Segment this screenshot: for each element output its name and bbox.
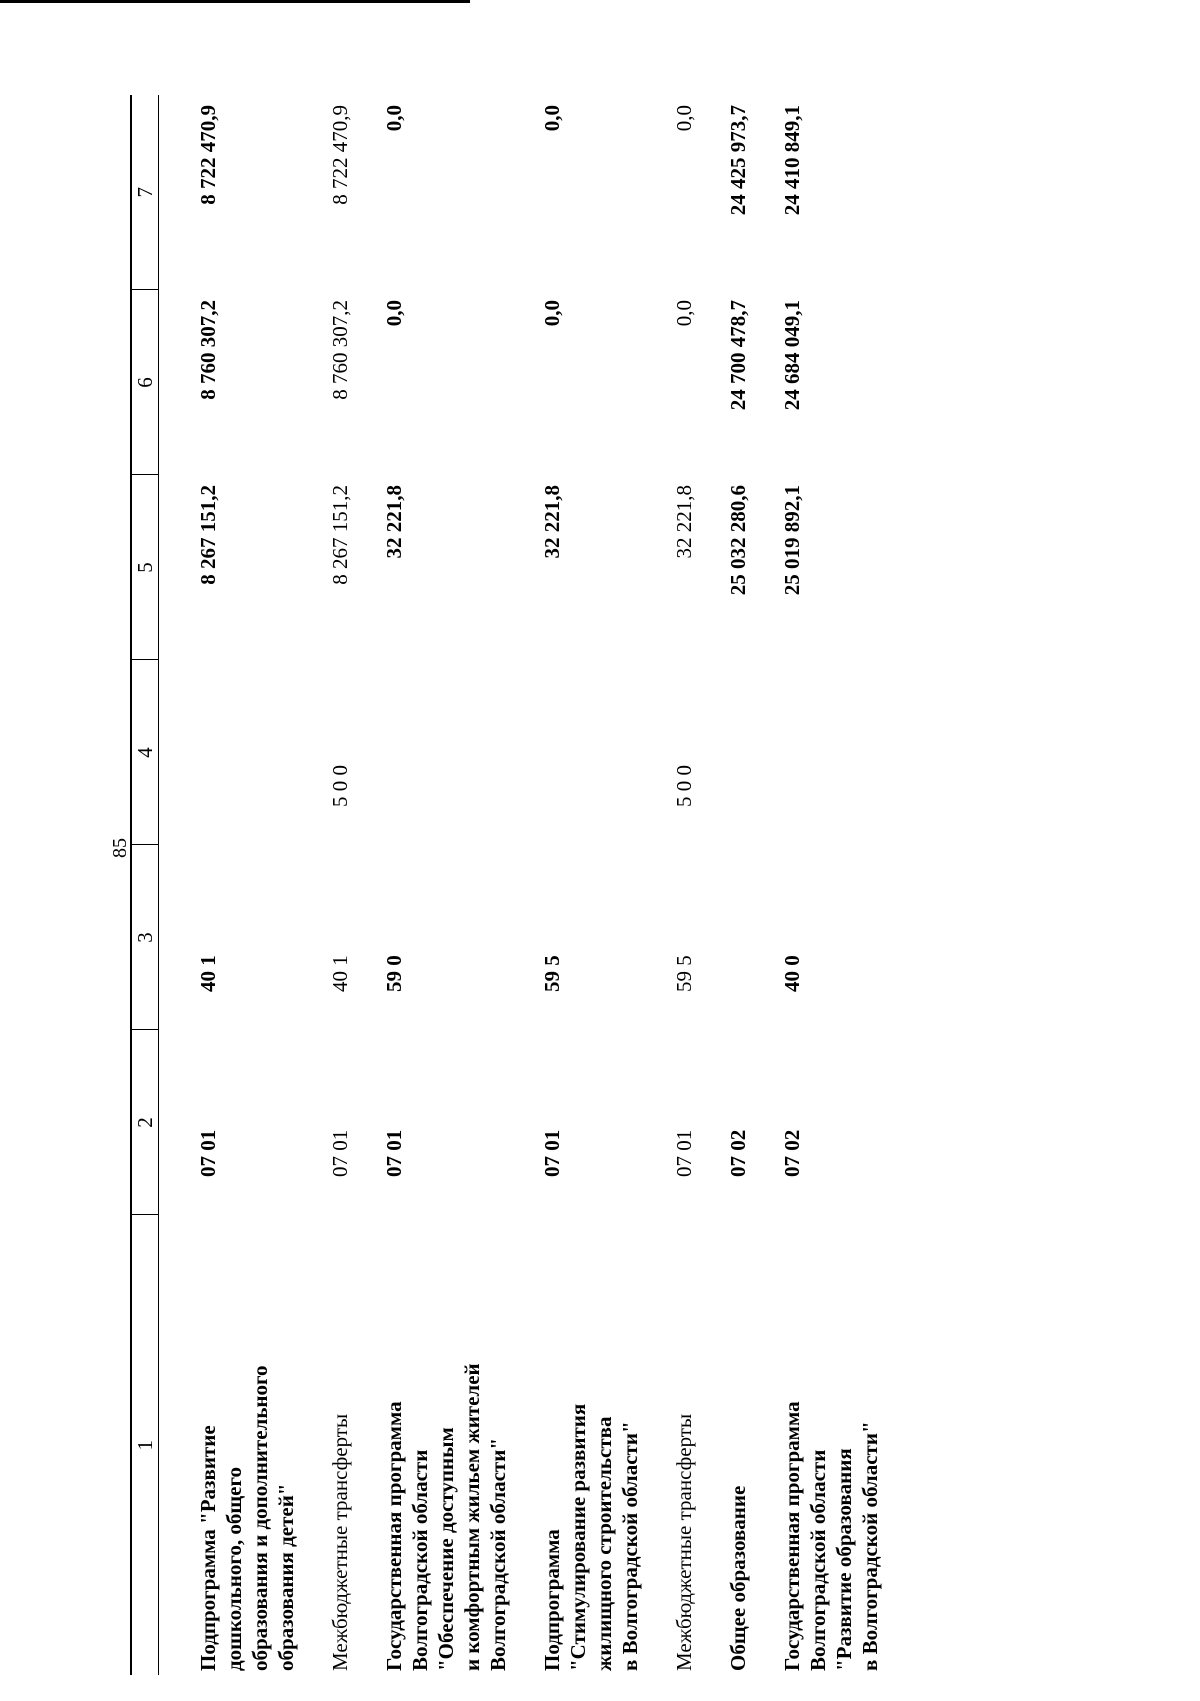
row-value-col7: 24 410 849,1 [780,105,804,216]
row-target-code: 59 0 [382,955,406,992]
row-expense-code: 5 0 0 [328,765,352,807]
row-name-line: Подпрограмма "Развитие [196,1425,220,1671]
row-name [159,1215,300,1675]
row-value-col6: 24 700 478,7 [726,300,750,411]
row-expense-code [353,660,511,845]
row-name-line: "Обеспечение доступным [434,1427,458,1671]
row-name-line: и комфортным жильем жителей [460,1363,484,1671]
row-section-code: 07 02 [726,1129,750,1177]
budget-table [130,95,883,1675]
row-name [643,1215,697,1675]
row-name-line: "Развитие образования [832,1448,856,1671]
row-name-line: "Стимулирование развития [566,1403,590,1671]
row-section-code: 07 01 [672,1129,696,1177]
row-value-col5: 25 032 280,6 [726,485,750,596]
row-name-line: дошкольного, общего [222,1467,246,1671]
table-row [511,95,643,1675]
row-target-code: 59 5 [672,955,696,992]
row-name-line: образования и дополнительного [248,1365,272,1671]
rotated-table-sheet [130,95,1200,1675]
row-expense-code [511,660,643,845]
row-section-code: 07 02 [780,1129,804,1177]
row-value-col5: 8 267 151,2 [196,485,220,585]
header-col-1: 1 [131,1215,159,1675]
row-name-line: Волгоградской области [408,1449,432,1671]
row-value-col5: 25 019 892,1 [780,485,804,596]
row-name-line: Межбюджетные трансферты [328,1413,352,1671]
table-row [643,95,697,1675]
header-col-5: 5 [131,475,159,660]
row-expense-code [697,660,751,845]
row-name-line: Общее образование [726,1485,750,1671]
row-value-col5: 32 221,8 [382,485,406,559]
row-value-col5: 32 221,8 [540,485,564,559]
page-top-rule [0,0,470,3]
row-name-line: в Волгоградской области" [858,1421,882,1671]
row-value-col6: 8 760 307,2 [196,300,220,400]
row-value-col7: 0,0 [540,105,564,132]
table-body [159,95,884,1675]
row-section-code: 07 01 [540,1129,564,1177]
row-value-col6: 0,0 [540,300,564,327]
row-target-code [697,845,751,1030]
row-value-col6: 0,0 [382,300,406,327]
row-expense-code [159,660,300,845]
row-name [697,1215,751,1675]
row-value-col7: 8 722 470,9 [196,105,220,205]
row-expense-code: 5 0 0 [672,765,696,807]
table-row [697,95,751,1675]
table-row [353,95,511,1675]
row-section-code: 07 01 [328,1129,352,1177]
row-section-code: 07 01 [196,1129,220,1177]
row-name [299,1215,353,1675]
row-name-line: Подпрограмма [540,1529,564,1671]
row-section-code: 07 01 [382,1129,406,1177]
row-value-col6: 0,0 [672,300,696,327]
page-number: 85 [109,838,131,858]
row-name-line: в Волгоградской области" [618,1421,642,1671]
row-target-code: 59 5 [540,955,564,992]
row-name [353,1215,511,1675]
row-expense-code [751,660,883,845]
row-name-line: Волгоградской области [806,1449,830,1671]
row-value-col7: 0,0 [382,105,406,132]
row-target-code: 40 0 [780,955,804,992]
header-col-6: 6 [131,290,159,475]
row-value-col6: 8 760 307,2 [328,300,352,400]
row-name [511,1215,643,1675]
header-col-4: 4 [131,660,159,845]
table-row [751,95,883,1675]
row-value-col7: 8 722 470,9 [328,105,352,205]
row-name-line: Государственная программа [780,1401,804,1671]
row-name-line: Волгоградской области" [486,1437,510,1671]
header-col-7: 7 [131,95,159,290]
header-col-3: 3 [131,845,159,1030]
table-header-row [131,95,159,1675]
header-col-2: 2 [131,1030,159,1215]
row-name [751,1215,883,1675]
table-row [299,95,353,1675]
row-value-col5: 32 221,8 [672,485,696,559]
row-name-line: жилищного строительства [592,1416,616,1671]
row-name-line: Межбюджетные трансферты [672,1413,696,1671]
row-target-code: 40 1 [328,955,352,992]
row-value-col5: 8 267 151,2 [328,485,352,585]
row-name-line: образования детей" [274,1483,298,1671]
row-value-col7: 24 425 973,7 [726,105,750,216]
row-name-line: Государственная программа [382,1401,406,1671]
table-row [159,95,300,1675]
row-target-code: 40 1 [196,955,220,992]
row-value-col7: 0,0 [672,105,696,132]
row-value-col6: 24 684 049,1 [780,300,804,411]
